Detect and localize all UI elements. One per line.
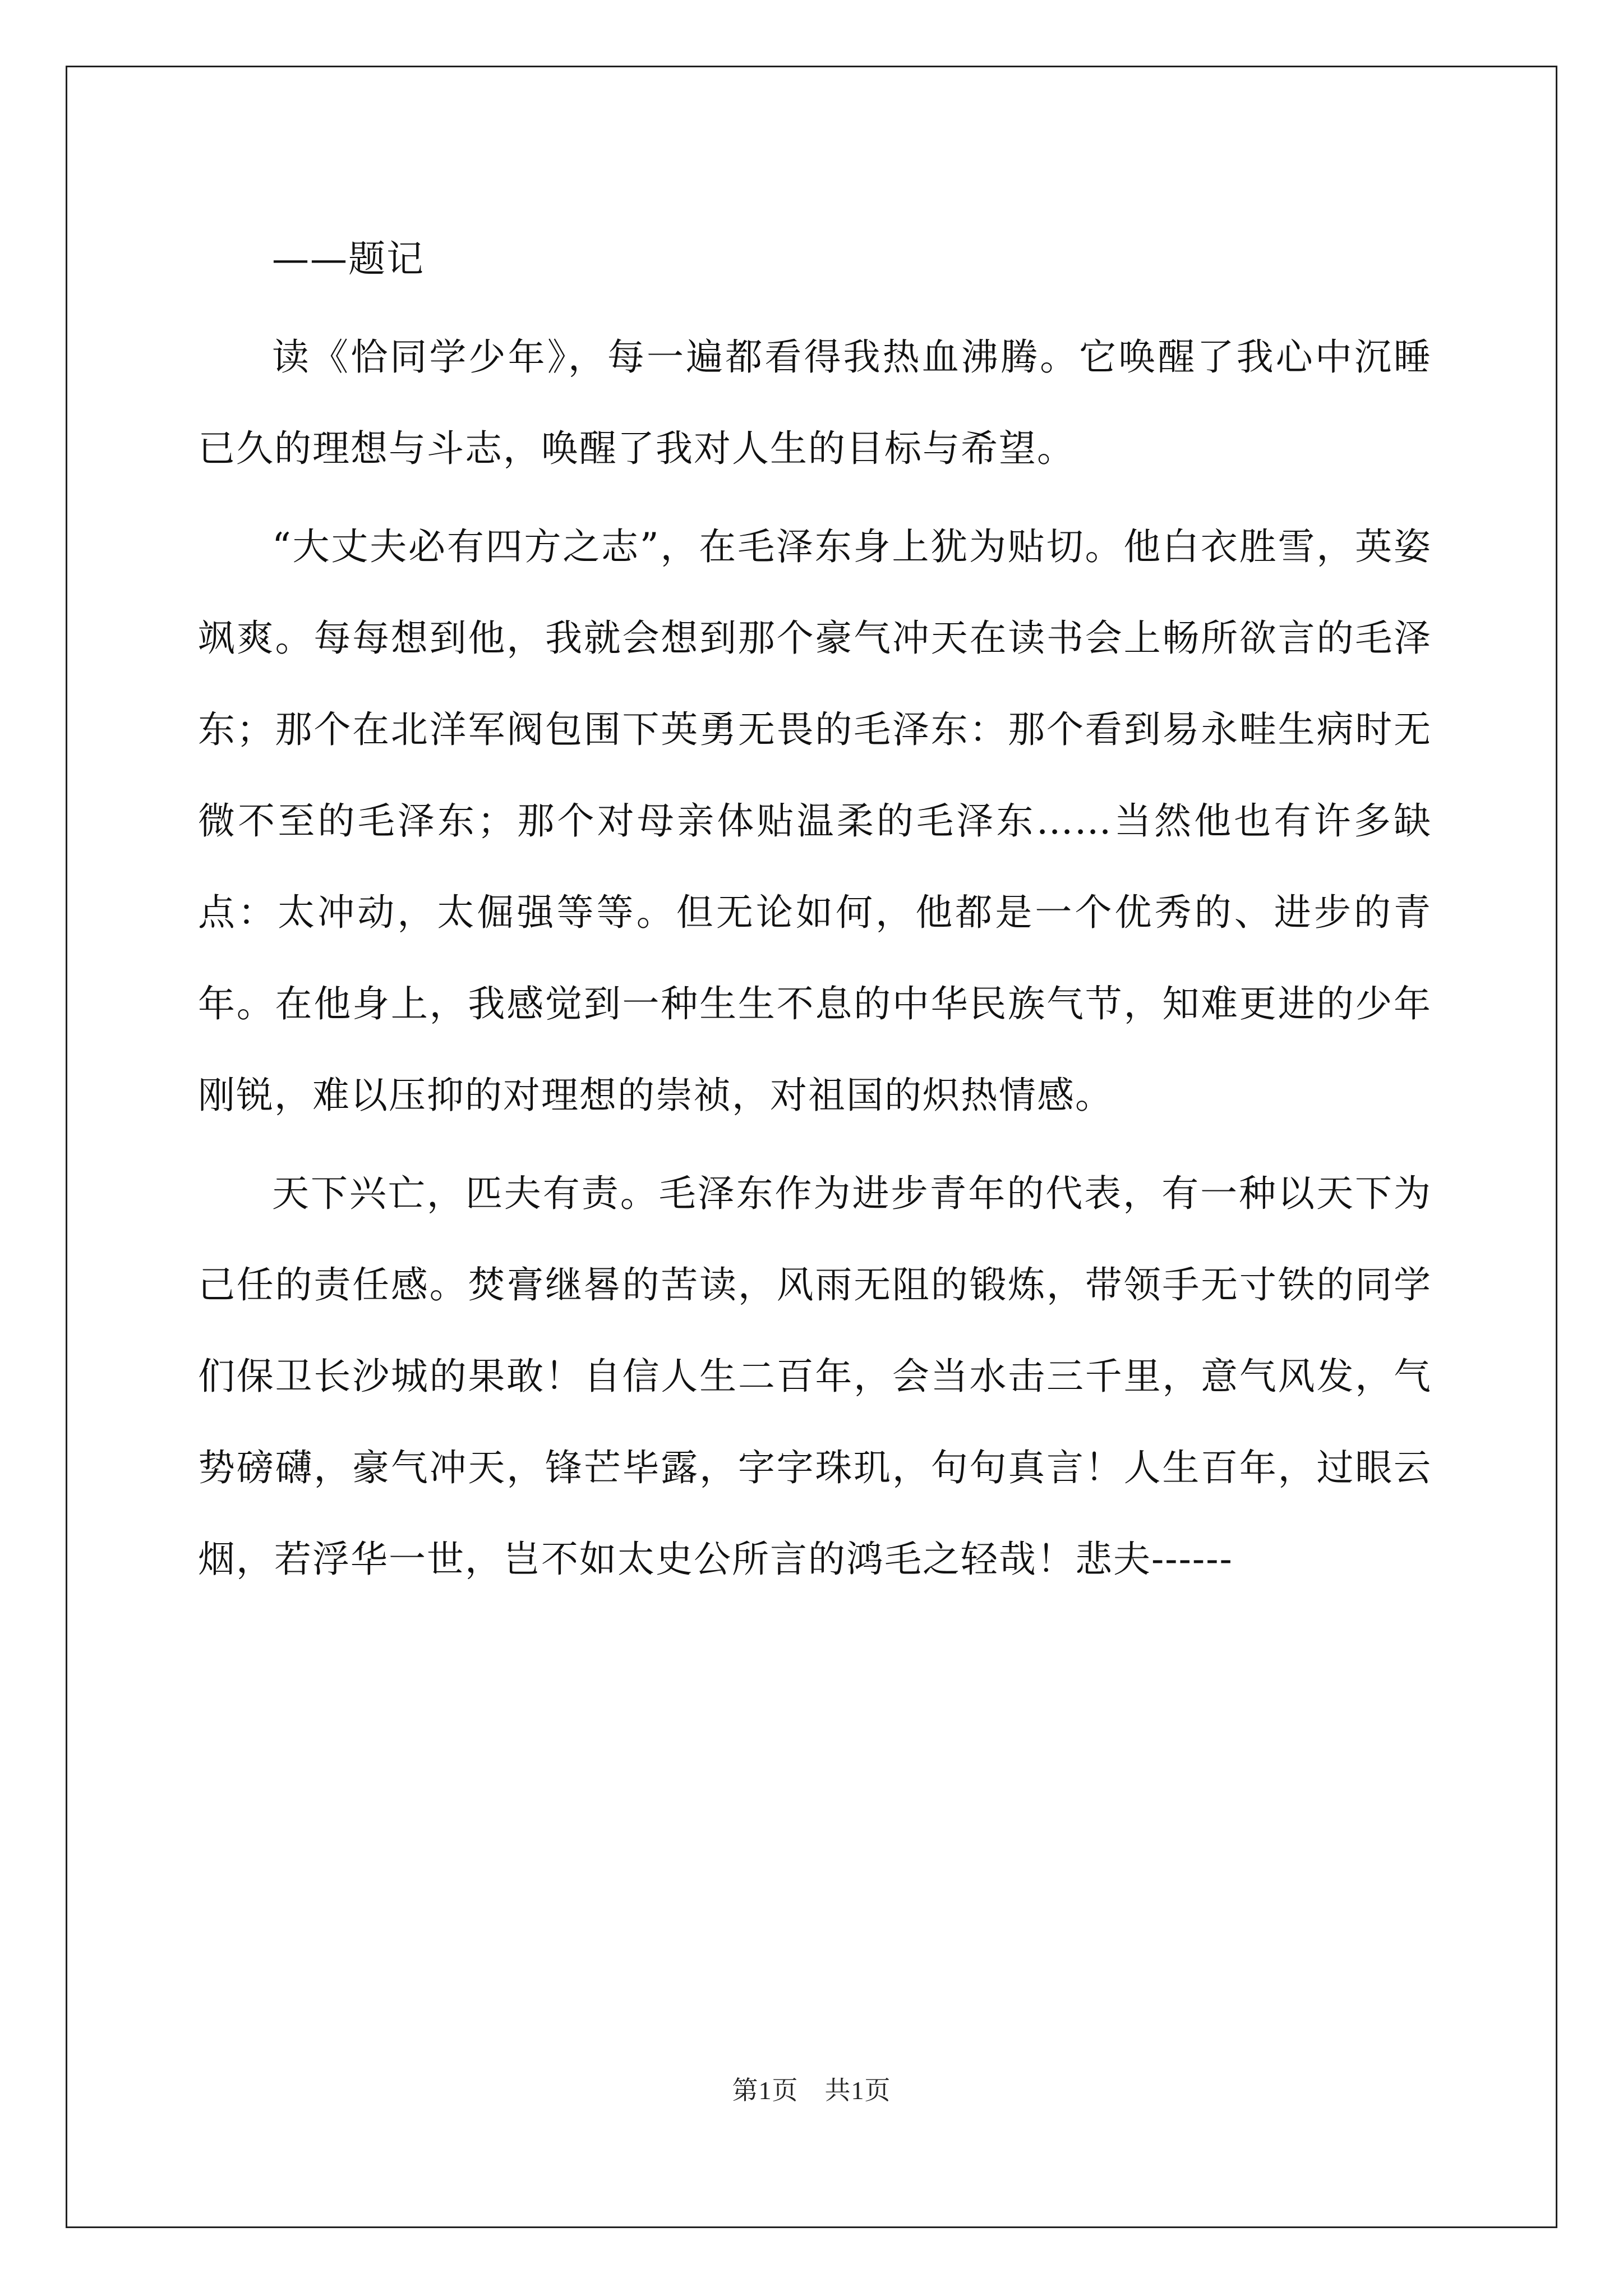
paragraph-1: 读《恰同学少年》，每一遍都看得我热血沸腾。它唤醒了我心中沉睡已久的理想与斗志，唤醒了我对人生的目标与希望。 xyxy=(198,335,1432,470)
epigraph: ——题记 xyxy=(272,237,425,280)
document-body xyxy=(198,213,1432,1605)
paragraph-3: 天下兴亡，匹夫有责。毛泽东作为进步青年的代表，有一种以天下为己任的责任感。焚膏继晷的苦读，风雨无阻的锻炼，带领手无寸铁的同学们保卫长沙城的果敢！自信人生二百年，会当水击三千里，意气风发，气势磅礴，豪气冲天，锋芒毕露，字字珠玑，句句真言！人生百年，过眼云烟，若浮华一世，岂不如太史公所言的鸿毛之轻哉！悲夫------ xyxy=(198,1172,1432,1581)
paragraph-2: “大丈夫必有四方之志”，在毛泽东身上犹为贴切。他白衣胜雪，英姿飒爽。每每想到他，我就会想到那个豪气冲天在读书会上畅所欲言的毛泽东；那个在北洋军阀包围下英勇无畏的毛泽东：那个看到易永畦生病时无微不至的毛泽东；那个对母亲体贴温柔的毛泽东……当然他也有许多缺点：太冲动，太倔强等等。但无论如何，他都是一个优秀的、进步的青年。在他身上，我感觉到一种生生不息的中华民族气节，知难更进的少年刚锐，难以压抑的对理想的崇祯，对祖国的炽热情感。 xyxy=(198,525,1432,1117)
page-footer-number: 第1页 共1页 xyxy=(732,2076,891,2105)
